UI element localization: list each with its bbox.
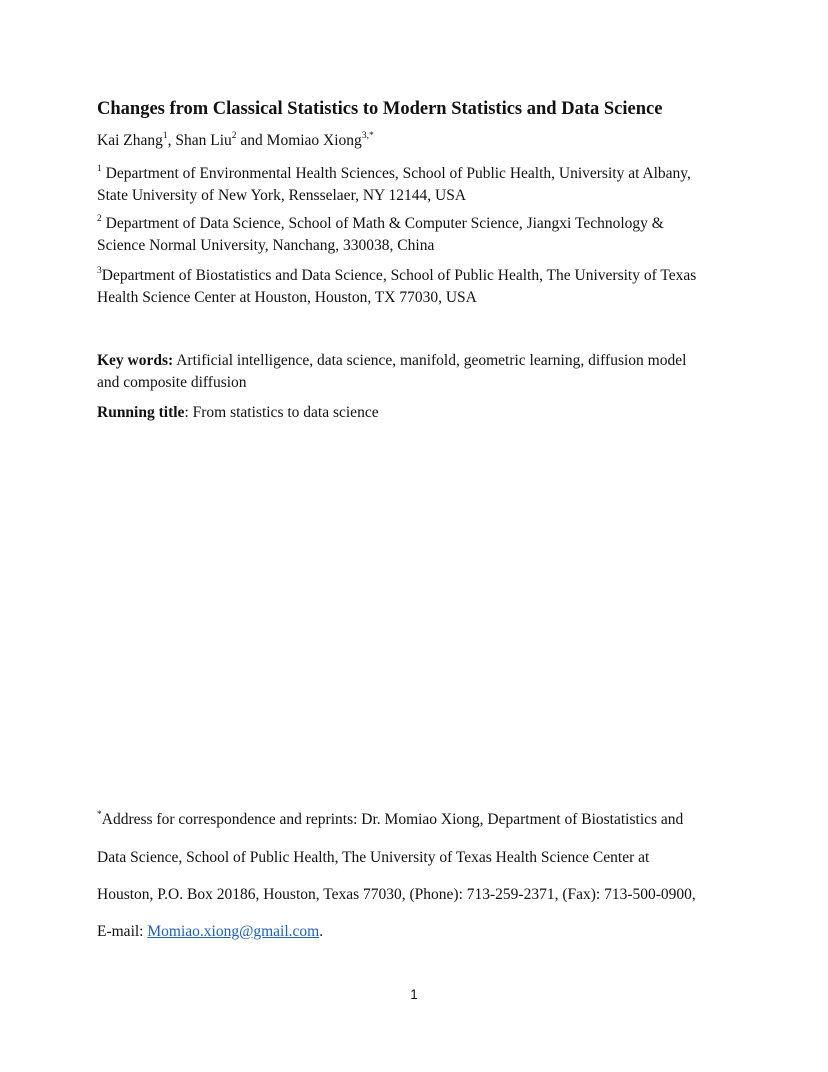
affiliation-text: Science Normal University, Nanchang, 330038, China <box>97 236 435 254</box>
running-title <box>97 402 379 423</box>
affiliation-text: Department of Biostatistics and Data Science, School of Public Health, The University of Texas <box>101 267 697 284</box>
correspondence-line: Houston, P.O. Box 20186, Houston, Texas 77030, (Phone): 713-259-2371, (Fax): 713-500-0900, <box>97 886 696 903</box>
author-affiliation-marker: 2 <box>231 130 237 141</box>
running-title-label: Running title <box>97 404 185 421</box>
author-name: Momiao Xiong <box>266 132 362 149</box>
author-name: Kai Zhang <box>97 132 163 149</box>
author-list <box>97 131 374 151</box>
affiliation-text: Department of Data Science, School of Math & Computer Science, Jiangxi Technology & <box>101 215 664 232</box>
email-end: . <box>319 923 324 940</box>
correspondence-marker: * <box>97 809 102 820</box>
affiliation-text: Department of Environmental Health Sciences, School of Public Health, University at Albany, <box>101 165 691 182</box>
author-affiliation-marker: 1 <box>162 130 168 141</box>
paper-title: Changes from Classical Statistics to Modern Statistics and Data Science <box>97 99 663 119</box>
affiliation-1 <box>97 163 747 206</box>
affiliation-line <box>97 213 747 235</box>
correspondence-line <box>97 810 747 830</box>
author-name: Shan Liu <box>175 132 232 149</box>
keywords-text: Artificial intelligence, data science, manifold, geometric learning, diffusion model <box>173 352 687 369</box>
affiliation-2 <box>97 213 747 256</box>
keywords <box>97 350 747 393</box>
author-separator: , <box>167 132 176 149</box>
keywords-label: Key words: <box>97 352 174 369</box>
correspondence-email-line <box>97 922 747 942</box>
keywords-line <box>97 350 747 372</box>
running-title-text: : From statistics to data science <box>184 404 379 421</box>
affiliation-text: Health Science Center at Houston, Houston, TX 77030, USA <box>97 288 477 306</box>
affiliation-line <box>97 265 747 287</box>
keywords-text: and composite diffusion <box>97 373 247 391</box>
email-link[interactable]: Momiao.xiong@gmail.com <box>147 923 320 940</box>
correspondence-text: Address for correspondence and reprints: Dr. Momiao Xiong, Department of Biostatistics and <box>101 811 684 828</box>
author-separator: and <box>236 132 267 149</box>
affiliation-marker: 2 <box>97 213 102 224</box>
affiliation-line <box>97 163 747 185</box>
affiliation-text: State University of New York, Rensselaer, NY 12144, USA <box>97 186 467 204</box>
affiliation-marker: 1 <box>97 163 102 174</box>
author-affiliation-marker: 3,* <box>361 130 374 141</box>
email-label: E-mail: <box>97 923 148 940</box>
affiliation-marker: 3 <box>97 265 102 276</box>
page-number: 1 <box>410 987 418 1002</box>
correspondence-line: Data Science, School of Public Health, The University of Texas Health Science Center at <box>97 849 650 866</box>
affiliation-3 <box>97 265 747 308</box>
